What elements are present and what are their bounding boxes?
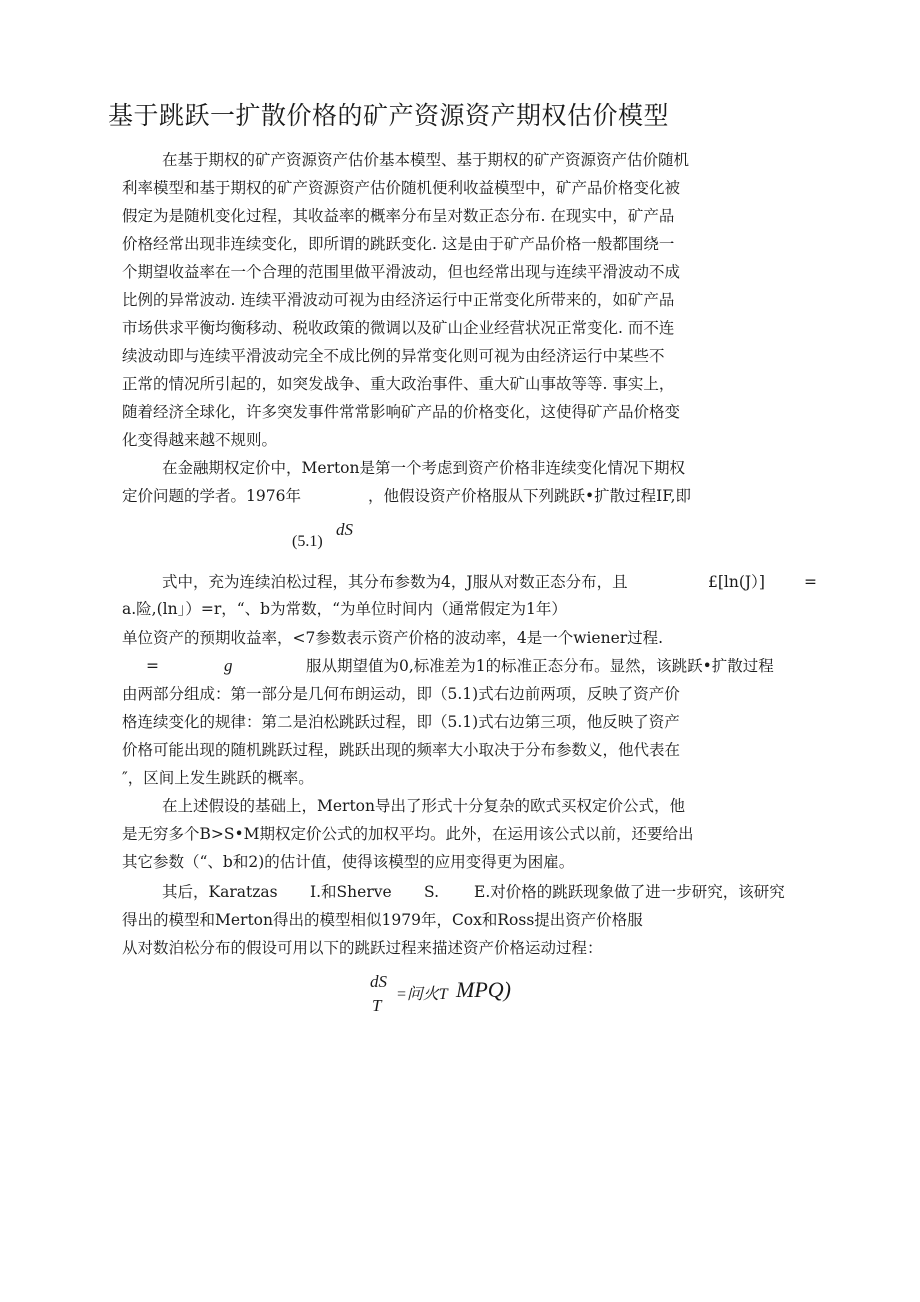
equation-2-denominator: T	[372, 996, 382, 1015]
paragraph-1-line: 正常的情况所引起的，如突发战争、重大政治事件、重大矿山事故等等. 事实上，	[122, 375, 675, 393]
paragraph-1-line: 价格经常出现非连续变化，即所谓的跳跃变化. 这是由于矿产品价格一般都围绕一	[122, 235, 675, 253]
paragraph-1-line: 续波动即与连续平滑波动完全不成比例的异常变化则可视为由经济运行中某些不	[122, 347, 665, 365]
equation-2-rhs: =问火T	[396, 986, 448, 1003]
paragraph-1-line: 比例的异常波动. 连续平滑波动可视为由经济运行中正常变化所带来的，如矿产品	[122, 291, 675, 309]
equation-2-numerator: dS	[370, 972, 387, 991]
paragraph-5-line: 其后，Karatzas	[162, 883, 278, 901]
paragraph-3-line: 式中，充为连续泊松过程，其分布参数为4，J服从对数正态分布，且	[162, 573, 628, 591]
paragraph-1-line: 化变得越来越不规则。	[122, 431, 278, 449]
equation-number: (5.1)	[292, 533, 323, 550]
equation-2-rhs: MPQ)	[456, 977, 511, 1002]
paragraph-2-line: 在金融期权定价中，Merton是第一个考虑到资产价格非连续变化情况下期权	[162, 459, 685, 477]
document-title: 基于跳跃一扩散价格的矿产资源资产期权估价模型	[108, 101, 670, 130]
paragraph-1-line: 在基于期权的矿产资源资产估价基本模型、基于期权的矿产资源资产估价随机	[162, 151, 690, 169]
paragraph-3-line: 价格可能出现的随机跳跃过程，跳跃出现的频率大小取决于分布参数义，他代表在	[122, 741, 681, 759]
paragraph-3-line: 服从期望值为0,标准差为1的标准正态分布。显然，该跳跃•扩散过程	[306, 657, 774, 675]
paragraph-2-line: ，他假设资产价格服从下列跳跃•扩散过程IF,即	[368, 487, 692, 505]
equation-expression: dS	[336, 520, 353, 539]
paragraph-2-line: 定价问题的学者。1976年	[122, 487, 301, 505]
paragraph-1-line: 利率模型和基于期权的矿产资源资产估价随机便利收益模型中，矿产品价格变化被	[122, 179, 681, 197]
paragraph-4-line: 在上述假设的基础上，Merton导出了形式十分复杂的欧式买权定价公式，他	[162, 797, 685, 815]
paragraph-3-formula: £[ln(J）]	[708, 573, 765, 591]
paragraph-5-line: 从对数泊松分布的假设可用以下的跳跃过程来描述资产价格运动过程：	[122, 939, 603, 957]
paragraph-3-line: ″，区间上发生跳跃的概率。	[122, 769, 314, 787]
paragraph-3-line: 由两部分组成：第一部分是几何布朗运动，即（5.1)式右边前两项，反映了资产价	[122, 685, 680, 703]
paragraph-3-formula: g	[224, 656, 233, 675]
paragraph-3-line: 单位资产的预期收益率，<7参数表示资产价格的波动率，4是一个wiener过程.	[122, 629, 664, 647]
paragraph-1-line: 随着经济全球化，许多突发事件常常影响矿产品的价格变化，这使得矿产品价格变	[122, 403, 681, 421]
paragraph-3-formula: =	[804, 573, 817, 591]
paragraph-5-line: 得出的模型和Merton得出的模型相似1979年，Cox和Ross提出资产价格服	[122, 911, 643, 929]
paragraph-5-line: I.和Sherve	[310, 883, 392, 901]
paragraph-3-line: 格连续变化的规律：第二是泊松跳跃过程，即（5.1)式右边第三项，他反映了资产	[122, 713, 680, 731]
paragraph-1-line: 市场供求平衡均衡移动、税收政策的微调以及矿山企业经营状况正常变化. 而不连	[122, 319, 675, 337]
paragraph-4-line: 其它参数（“、b和2)的估计值，使得该模型的应用变得更为困雇。	[122, 853, 575, 871]
paragraph-4-line: 是无穷多个B>S•M期权定价公式的加权平均。此外，在运用该公式以前，还要给出	[122, 825, 694, 843]
paragraph-5-line: S.	[424, 883, 439, 901]
paragraph-3-formula: =	[146, 657, 159, 675]
paragraph-1-line: 假定为是随机变化过程，其收益率的概率分布呈对数正态分布. 在现实中，矿产品	[122, 207, 675, 225]
paragraph-1-line: 个期望收益率在一个合理的范围里做平滑波动，但也经常出现与连续平滑波动不成	[122, 263, 681, 281]
paragraph-5-line: E.对价格的跳跃现象做了进一步研究，该研究	[474, 883, 785, 901]
paragraph-3-line: a.险,(ln」）=r，“、b为常数，“为单位时间内（通常假定为1年）	[122, 600, 567, 618]
